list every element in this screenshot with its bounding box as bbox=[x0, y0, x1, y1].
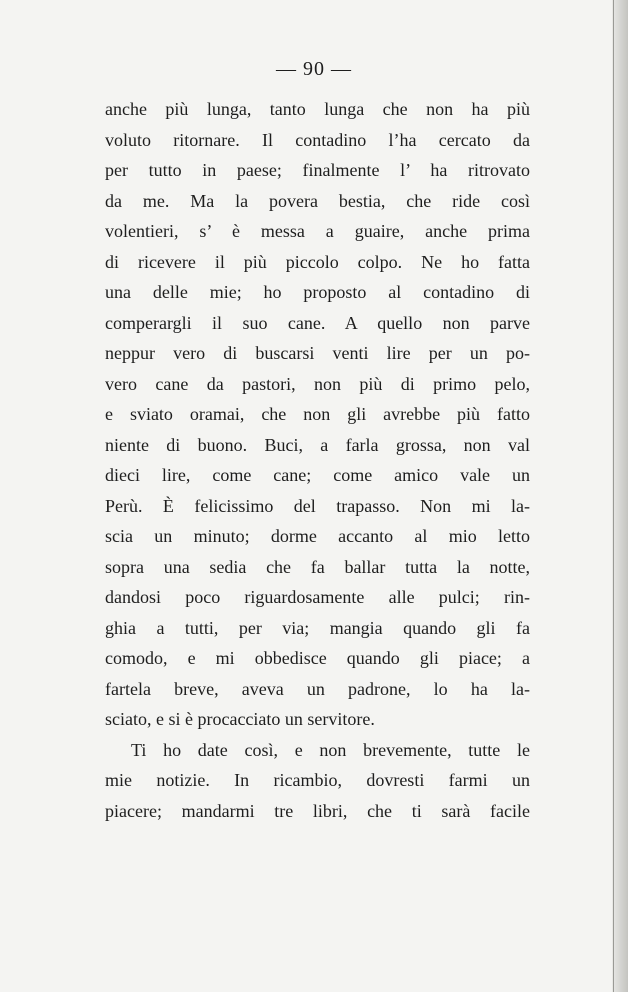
text-line: piacere; mandarmi tre libri, che ti sarà facile bbox=[105, 800, 530, 821]
text-line: ghia a tutti, per via; mangia quando gli fa bbox=[105, 617, 530, 638]
text-line: Perù. È felicissimo del trapasso. Non mi la- bbox=[105, 495, 530, 516]
page-edge bbox=[612, 0, 628, 992]
body-text bbox=[105, 94, 530, 826]
text-line: e sviato oramai, che non gli avrebbe più fatto bbox=[105, 404, 530, 424]
text-line: dieci lire, come cane; come amico vale un bbox=[105, 465, 530, 485]
text-line: comodo, e mi obbedisce quando gli piace; a bbox=[105, 648, 530, 668]
text-line: anche più lunga, tanto lunga che non ha più bbox=[105, 99, 530, 119]
text-line: Ti ho date così, e non brevemente, tutte le bbox=[131, 739, 530, 760]
text-line: neppur vero di buscarsi venti lire per un po- bbox=[105, 343, 530, 363]
text-line: fartela breve, aveva un padrone, lo ha la- bbox=[105, 678, 530, 699]
text-line: voluto ritornare. Il contadino l’ha cercato da bbox=[105, 129, 530, 150]
text-line: scia un minuto; dorme accanto al mio letto bbox=[105, 526, 530, 546]
text-line: comperargli il suo cane. A quello non parve bbox=[105, 312, 530, 333]
page-edge-line bbox=[613, 0, 614, 992]
text-line: di ricevere il più piccolo colpo. Ne ho fatta bbox=[105, 251, 530, 272]
text-line: volentieri, s’ è messa a guaire, anche prima bbox=[105, 221, 530, 241]
text-line: vero cane da pastori, non più di primo pelo, bbox=[105, 373, 530, 394]
text-line: sopra una sedia che fa ballar tutta la notte, bbox=[105, 556, 530, 577]
text-line: dandosi poco riguardosamente alle pulci; rin- bbox=[105, 587, 530, 607]
text-line: mie notizie. In ricambio, dovresti farmi un bbox=[105, 770, 530, 790]
page-number: — 90 — bbox=[276, 58, 352, 80]
text-line: per tutto in paese; finalmente l’ ha ritrovato bbox=[105, 160, 530, 180]
text-line: da me. Ma la povera bestia, che ride così bbox=[105, 190, 530, 211]
text-line: sciato, e si è procacciato un servitore. bbox=[105, 709, 375, 729]
text-line: una delle mie; ho proposto al contadino di bbox=[105, 282, 530, 302]
text-line: niente di buono. Buci, a farla grossa, non val bbox=[105, 434, 530, 455]
